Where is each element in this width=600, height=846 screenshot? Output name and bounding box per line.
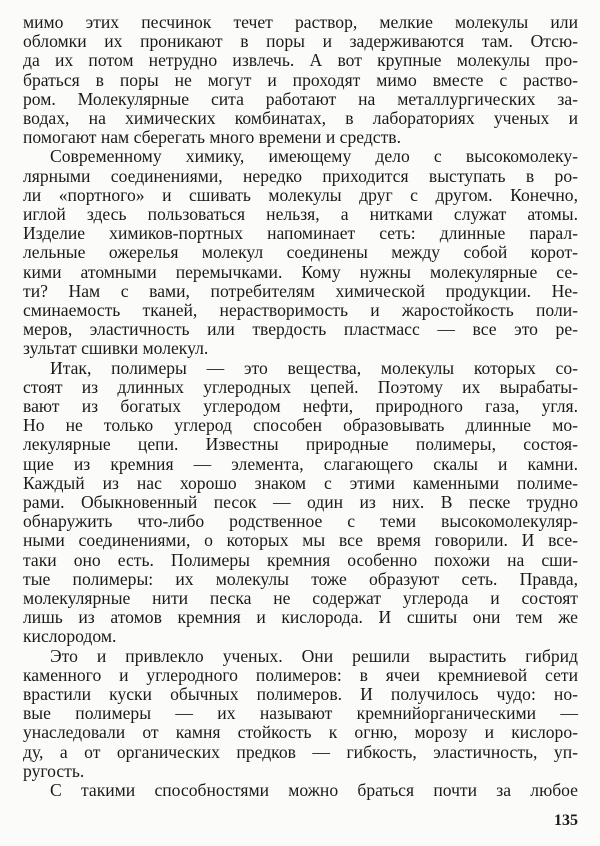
text-line: ду, а от органических предков — гибкость, эластичность, уп-: [23, 741, 578, 762]
text-line: таки оно есть. Полимеры кремния особенно похожи на сши-: [23, 549, 578, 570]
text-line: молекулярные нити песка не содержат углерода и состоят: [23, 588, 578, 608]
text-line: рами. Обыкновенный песок — один из них. В песке трудно: [23, 492, 578, 512]
text-line: стоят из длинных углеродных цепей. Поэтому их вырабаты-: [23, 376, 578, 397]
text-line: вают из богатых углеродом нефти, природного газа, угля.: [23, 396, 578, 416]
text-line: ли «портного» и сшивать молекулы друг с другом. Конечно,: [23, 184, 578, 205]
text-line: помогают нам сберегать много времени и средств.: [23, 127, 401, 148]
page-number: 135: [554, 812, 578, 829]
text-line: вые полимеры — их называют кремнийорганическими —: [23, 703, 578, 724]
text-line: лишь из атомов кремния и кислорода. И сшиты они тем же: [23, 607, 578, 628]
text-line: щие из кремния — элемента, слагающего скалы и камни.: [23, 453, 578, 474]
text-line: лекулярные цепи. Известны природные полимеры, состоя-: [23, 434, 578, 455]
text-line: каменного и углеродного полимеров: в ячеи кремниевой сети: [23, 664, 578, 685]
text-line: кими атомными перемычками. Кому нужны молекулярные се-: [23, 261, 578, 282]
text-line: зультат сшивки молекул.: [23, 338, 209, 359]
text-line: обнаружить что-либо родственное с теми высокомолекуляр-: [23, 511, 578, 532]
text-line: сминаемость тканей, нерастворимость и жаростойкость поли-: [23, 300, 578, 320]
text-line: Каждый из нас хорошо знаком с этими каменными полиме-: [23, 472, 578, 493]
text-line: Современному химику, имеющему дело с высокомолеку-: [50, 146, 578, 167]
text-line: врастили куски обычных полимеров. И получилось чудо: но-: [23, 684, 578, 704]
text-line: лярными соединениями, нередко приходится выступать в ро-: [23, 165, 578, 186]
text-line: браться в поры не могут и проходят мимо вместе с раство-: [23, 69, 578, 90]
text-line: обломки их проникают в поры и задерживаются там. Отсю-: [23, 31, 578, 52]
text-line: тые полимеры: их молекулы тоже образуют сеть. Правда,: [23, 568, 578, 589]
text-line: Это и привлекло ученых. Они решили вырастить гибрид: [50, 645, 578, 666]
text-line: Изделие химиков-портных напоминает сеть: длинные парал-: [23, 223, 578, 244]
text-line: да их потом нетрудно извлечь. А вот крупные молекулы про-: [23, 50, 578, 71]
text-line: ти? Нам с вами, потребителям химической продукции. Не-: [23, 280, 578, 301]
text-line: иглой здесь пользоваться нельзя, а нитками служат атомы.: [23, 204, 578, 224]
text-line: лельные ожерелья молекул соединены между собой корот-: [23, 242, 578, 263]
text-line: мимо этих песчинок течет раствор, мелкие молекулы или: [23, 12, 578, 32]
text-line: ругость.: [23, 760, 85, 781]
text-line: Но не только углерод способен образовывать длинные мо-: [23, 415, 578, 436]
text-line: Итак, полимеры — это вещества, молекулы которых со-: [50, 357, 578, 378]
text-line: меров, эластичность или твердость пластмасс — все это ре-: [23, 319, 578, 340]
text-line: ром. Молекулярные сита работают на металлургических за-: [23, 88, 578, 109]
text-line: кислородом.: [23, 626, 117, 647]
text-line: С такими способностями можно браться почти за любое: [50, 780, 578, 800]
text-line: водах, на химических комбинатах, в лабораториях ученых и: [23, 108, 578, 128]
text-line: ными соединениями, о которых мы все время говорили. И все-: [23, 530, 578, 551]
text-line: унаследовали от камня стойкость к огню, морозу и кислоро-: [23, 722, 578, 743]
